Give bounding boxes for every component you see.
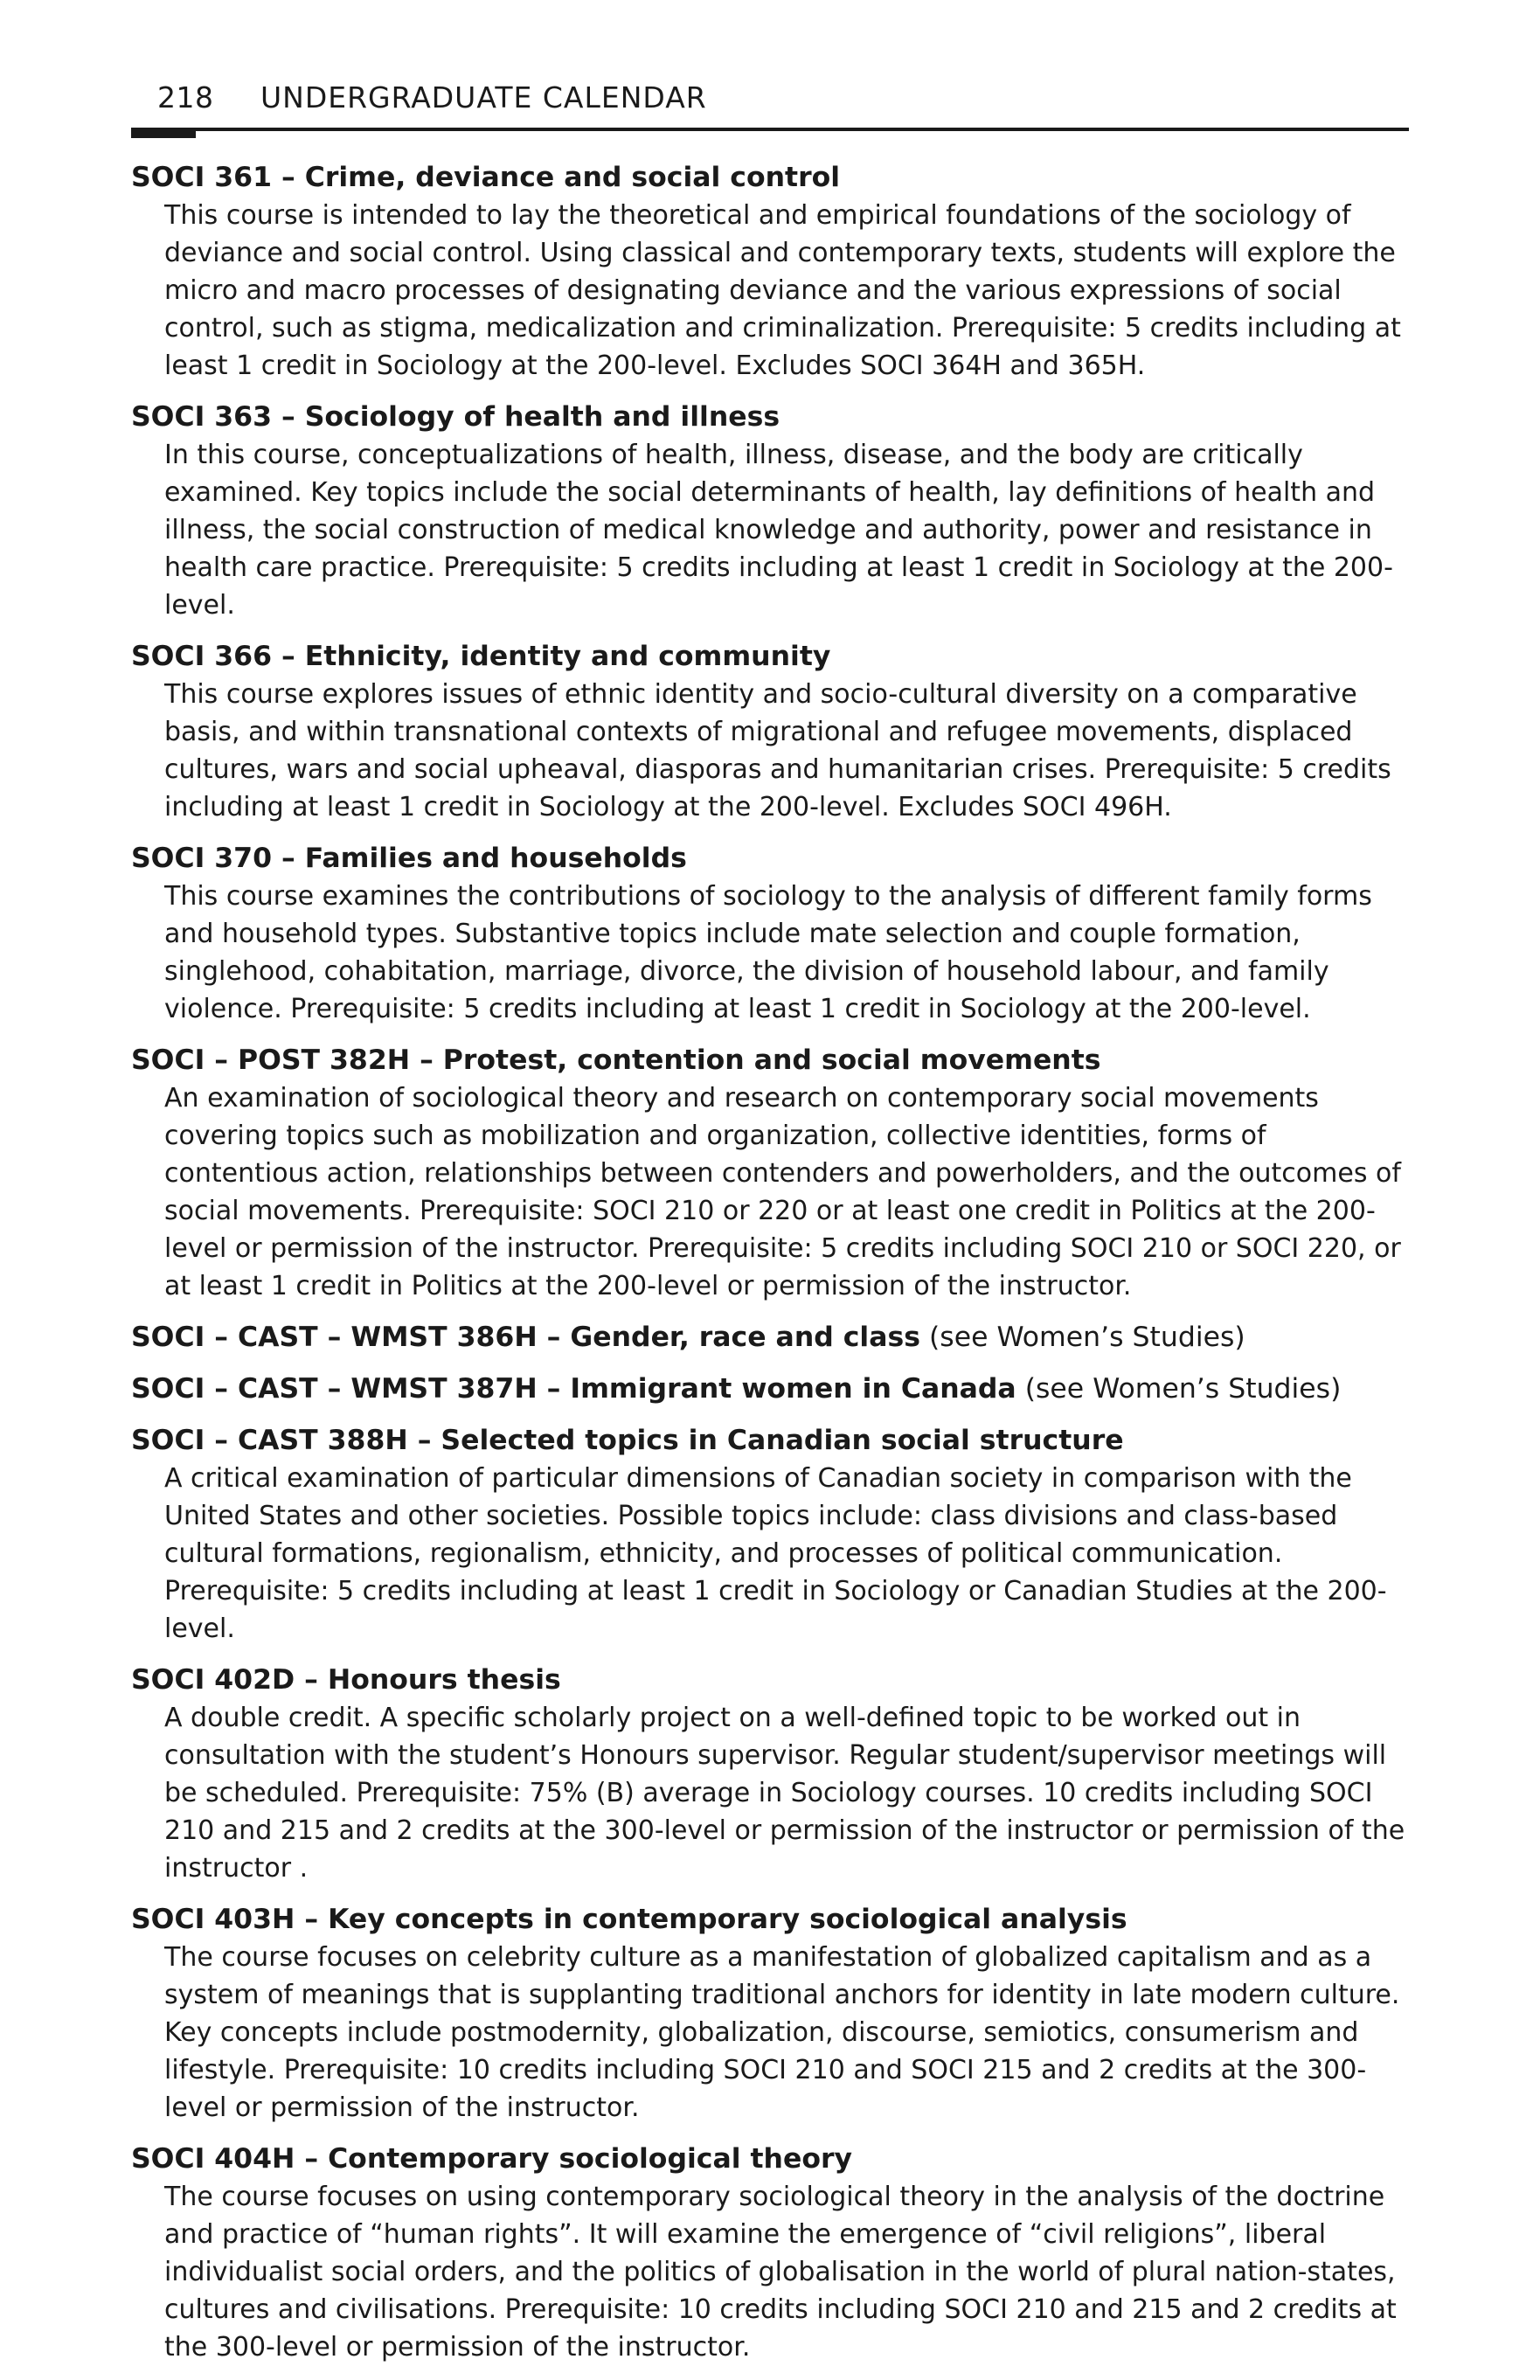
course-description: The course focuses on using contemporary sociological theory in the analysis of the doctrine and practice of “human rights”. It will examine the emergence of “civil religions”, liberal individualist social orders, and the politics of globalisation in the world of plural nation-states, cultures and civilisations. Prerequisite: 10 credits including SOCI 210 and 215 and 2 credits at the 300-level or permission of the instructor. xyxy=(164,2182,1397,2363)
course-title-line xyxy=(131,1370,1409,1408)
course-title: SOCI 404H – Contemporary sociological theory xyxy=(131,2143,853,2175)
course-entry-soci-cast-wmst-386h xyxy=(131,1319,1409,1357)
course-description: A double credit. A specific scholarly project on a well-defined topic to be worked out in consultation with the student’s Honours supervisor. Regular student/supervisor meetings will be scheduled. Prerequisite: 75% (B) average in Sociology courses. 10 credits including SOCI 210 and 215 and 2 credits at the 300-level or permission of the instructor or permission of the instructor . xyxy=(164,1703,1405,1884)
course-title: SOCI – CAST 388H – Selected topics in Canadian social structure xyxy=(131,1425,1124,1456)
course-title: SOCI 366 – Ethnicity, identity and community xyxy=(131,641,831,672)
course-description: In this course, conceptualizations of health, illness, disease, and the body are critically examined. Key topics include the social determinants of health, lay definitions of health and illness, the social construction of medical knowledge and authority, power and resistance in health care practice. Prerequisite: 5 credits including at least 1 credit in Sociology at the 200-level. xyxy=(164,440,1393,621)
course-description: This course explores issues of ethnic identity and socio-cultural diversity on a comparative basis, and within transnational contexts of migrational and refugee movements, displaced cultures, wars and social upheaval, diasporas and humanitarian crises. Prerequisite: 5 credits including at least 1 credit in Sociology at the 200-level. Excludes SOCI 496H. xyxy=(164,679,1391,822)
cross-reference: (see Women’s Studies) xyxy=(919,1322,1245,1353)
course-description: This course is intended to lay the theoretical and empirical foundations of the sociology of deviance and social control. Using classical and contemporary texts, students will explore the micro and macro processes of designating deviance and the various expressions of social control, such as stigma, medicalization and criminalization. Prerequisite: 5 credits including at least 1 credit in Sociology at the 200-level. Excludes SOCI 364H and 365H. xyxy=(164,200,1401,381)
course-description: A critical examination of particular dimensions of Canadian society in comparison with the United States and other societies. Possible topics include: class divisions and class-based cultural formations, regionalism, ethnicity, and processes of political communication. Prerequisite: 5 credits including at least 1 credit in Sociology or Canadian Studies at the 200-level. xyxy=(164,1463,1387,1644)
course-entry-soci-403h xyxy=(131,1901,1409,2127)
cross-reference: (see Women’s Studies) xyxy=(1016,1373,1342,1405)
course-entry-soci-370 xyxy=(131,840,1409,1028)
course-title: SOCI 363 – Sociology of health and illness xyxy=(131,401,780,433)
running-header xyxy=(131,77,1409,131)
course-entry-soci-404h xyxy=(131,2141,1409,2366)
course-title: SOCI 402D – Honours thesis xyxy=(131,1664,561,1696)
course-title: SOCI 370 – Families and households xyxy=(131,843,687,874)
course-description: An examination of sociological theory and research on contemporary social movements covering topics such as mobilization and organization, collective identities, forms of contentious action, relationships between contenders and powerholders, and the outcomes of social movements. Prerequisite: SOCI 210 or 220 or at least one credit in Politics at the 200-level or permission of the instructor. Prerequisite: 5 credits including SOCI 210 or SOCI 220, or at least 1 credit in Politics at the 200-level or permission of the instructor. xyxy=(164,1083,1401,1301)
header-accent-bar xyxy=(131,129,196,138)
course-title: SOCI 361 – Crime, deviance and social control xyxy=(131,162,841,193)
course-entry-soci-366 xyxy=(131,638,1409,826)
course-description: This course examines the contributions of sociology to the analysis of different family forms and household types. Substantive topics include mate selection and couple formation, singlehood, cohabitation, marriage, divorce, the division of household labour, and family violence. Prerequisite: 5 credits including at least 1 credit in Sociology at the 200-level. xyxy=(164,881,1372,1024)
calendar-page xyxy=(131,77,1409,2380)
course-title: SOCI – CAST – WMST 387H – Immigrant women in Canada xyxy=(131,1373,1016,1405)
page-number: 218 xyxy=(157,80,214,114)
course-entry-soci-361 xyxy=(131,159,1409,385)
course-entry-soci-cast-388h xyxy=(131,1422,1409,1648)
course-entry-soci-post-382h xyxy=(131,1042,1409,1305)
course-title: SOCI – POST 382H – Protest, contention and social movements xyxy=(131,1044,1101,1076)
course-entry-soci-363 xyxy=(131,399,1409,624)
course-description: The course focuses on celebrity culture as a manifestation of globalized capitalism and as a system of meanings that is supplanting traditional anchors for identity in late modern culture. Key concepts include postmodernity, globalization, discourse, semiotics, consumerism and lifestyle. Prerequisite: 10 credits including SOCI 210 and SOCI 215 and 2 credits at the 300-level or permission of the instructor. xyxy=(164,1942,1400,2123)
course-entry-soci-402d xyxy=(131,1662,1409,1887)
course-entry-soci-cast-wmst-387h xyxy=(131,1370,1409,1408)
section-title: UNDERGRADUATE CALENDAR xyxy=(260,80,707,114)
course-title-line xyxy=(131,1319,1409,1357)
course-title: SOCI – CAST – WMST 386H – Gender, race and class xyxy=(131,1322,920,1353)
course-title: SOCI 403H – Key concepts in contemporary sociological analysis xyxy=(131,1904,1127,1935)
course-list xyxy=(131,159,1409,2366)
